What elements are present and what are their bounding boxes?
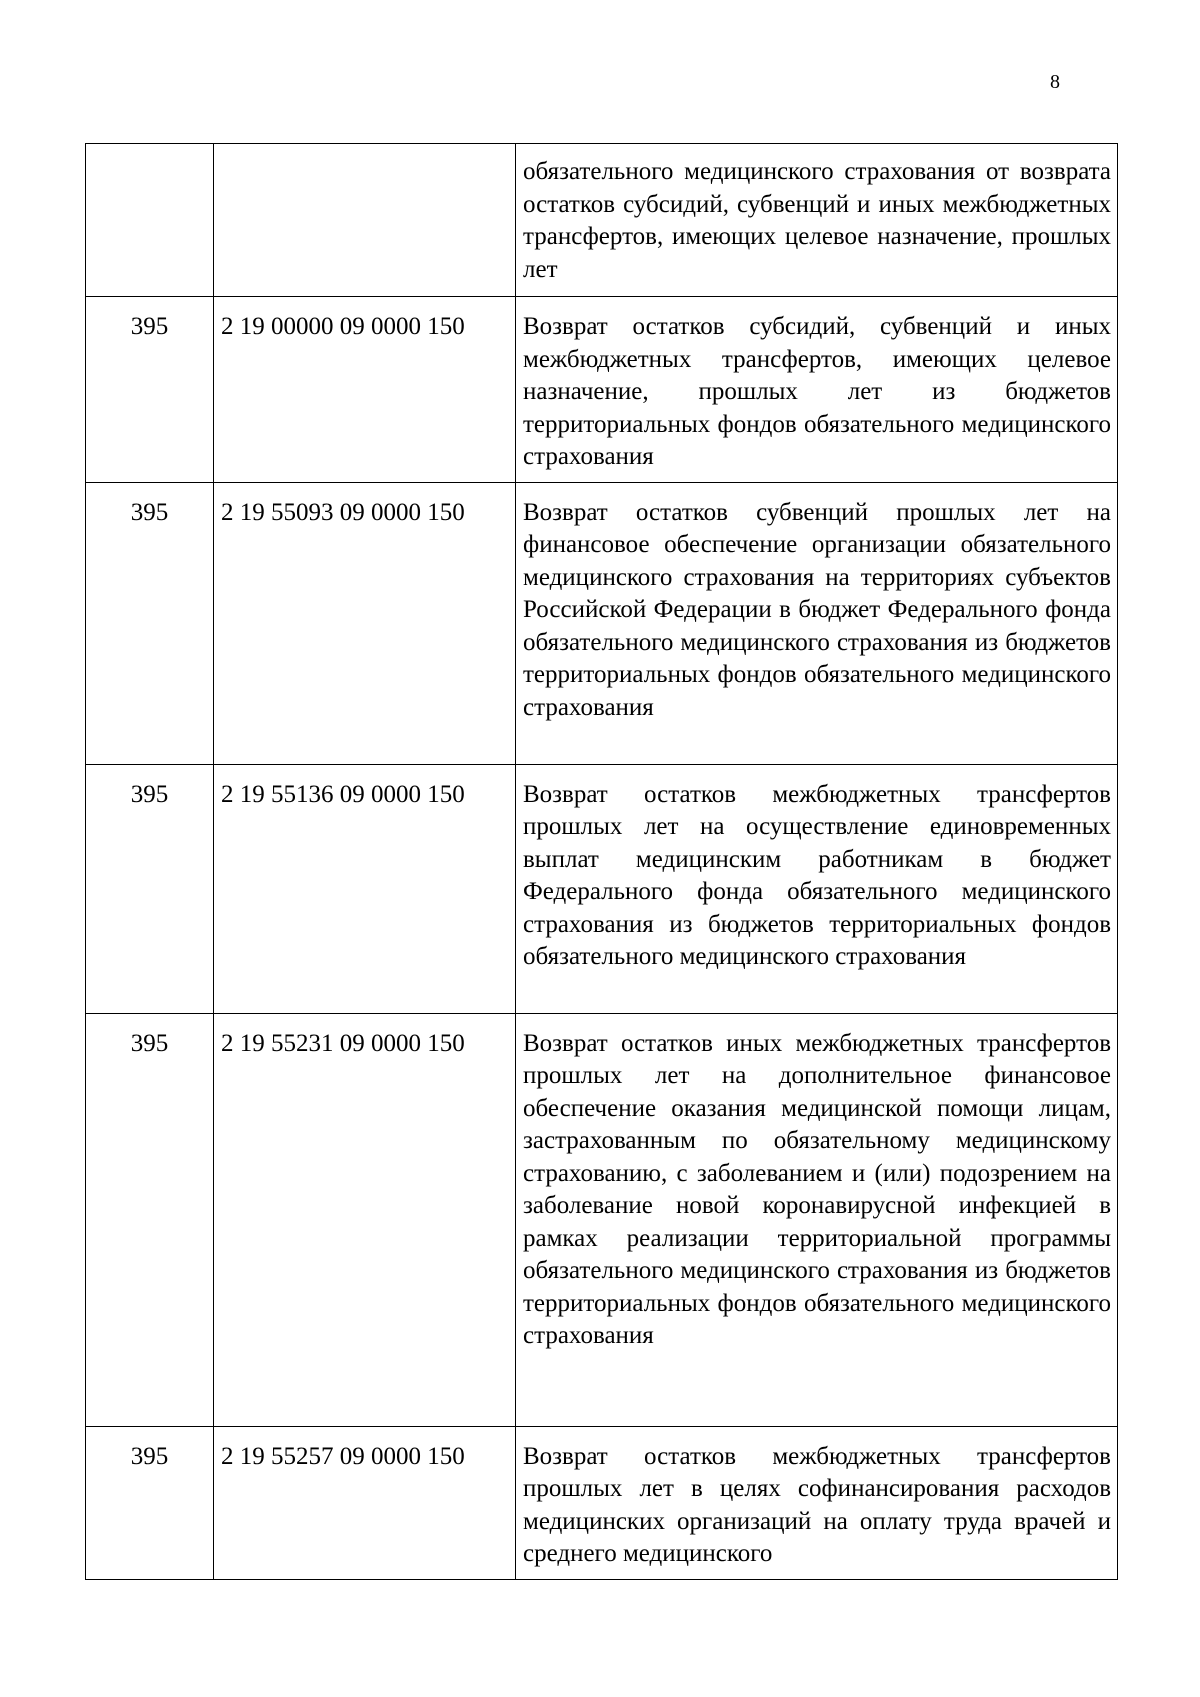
page-number: 8 <box>1050 71 1060 93</box>
table-row <box>86 482 1118 764</box>
admin-code-cell: 395 <box>86 1013 214 1426</box>
description-cell: Возврат остатков межбюджетных трансфертов прошлых лет на осуществление единовременных выплат медицинским работникам в бюджет Федерального фонда обязательного медицинского страхования из бюджетов территориальных фондов обязательного медицинского страхования <box>516 764 1118 1013</box>
admin-code-cell <box>86 144 214 297</box>
budget-codes-table <box>85 143 1118 1580</box>
description-cell: Возврат остатков субвенций прошлых лет на финансовое обеспечение организации обязательного медицинского страхования на территориях субъектов Российской Федерации в бюджет Федерального фонда обязательного медицинского страхования из бюджетов территориальных фондов обязательного медицинского страхования <box>516 482 1118 764</box>
budget-code-cell <box>214 144 516 297</box>
admin-code-cell: 395 <box>86 482 214 764</box>
table-row <box>86 144 1118 297</box>
admin-code-cell: 395 <box>86 764 214 1013</box>
admin-code-cell: 395 <box>86 1426 214 1579</box>
admin-code-cell: 395 <box>86 297 214 483</box>
description-cell: Возврат остатков иных межбюджетных трансфертов прошлых лет на дополнительное финансовое обеспечение оказания медицинской помощи лицам, застрахованным по обязательному медицинскому страхованию, с заболеванием и (или) подозрением на заболевание новой коронавирусной инфекцией в рамках реализации территориальной программы обязательного медицинского страхования из бюджетов территориальных фондов обязательного медицинского страхования <box>516 1013 1118 1426</box>
budget-code-cell: 2 19 00000 09 0000 150 <box>214 297 516 483</box>
table-row <box>86 1013 1118 1426</box>
budget-code-cell: 2 19 55093 09 0000 150 <box>214 482 516 764</box>
budget-code-cell: 2 19 55257 09 0000 150 <box>214 1426 516 1579</box>
description-cell: Возврат остатков субсидий, субвенций и иных межбюджетных трансфертов, имеющих целевое назначение, прошлых лет из бюджетов территориальных фондов обязательного медицинского страхования <box>516 297 1118 483</box>
table-row <box>86 297 1118 483</box>
table-row <box>86 764 1118 1013</box>
description-cell: обязательного медицинского страхования от возврата остатков субсидий, субвенций и иных межбюджетных трансфертов, имеющих целевое назначение, прошлых лет <box>516 144 1118 297</box>
table-row <box>86 1426 1118 1579</box>
description-cell: Возврат остатков межбюджетных трансфертов прошлых лет в целях софинансирования расходов медицинских организаций на оплату труда врачей и среднего медицинского <box>516 1426 1118 1579</box>
budget-code-cell: 2 19 55136 09 0000 150 <box>214 764 516 1013</box>
budget-code-cell: 2 19 55231 09 0000 150 <box>214 1013 516 1426</box>
